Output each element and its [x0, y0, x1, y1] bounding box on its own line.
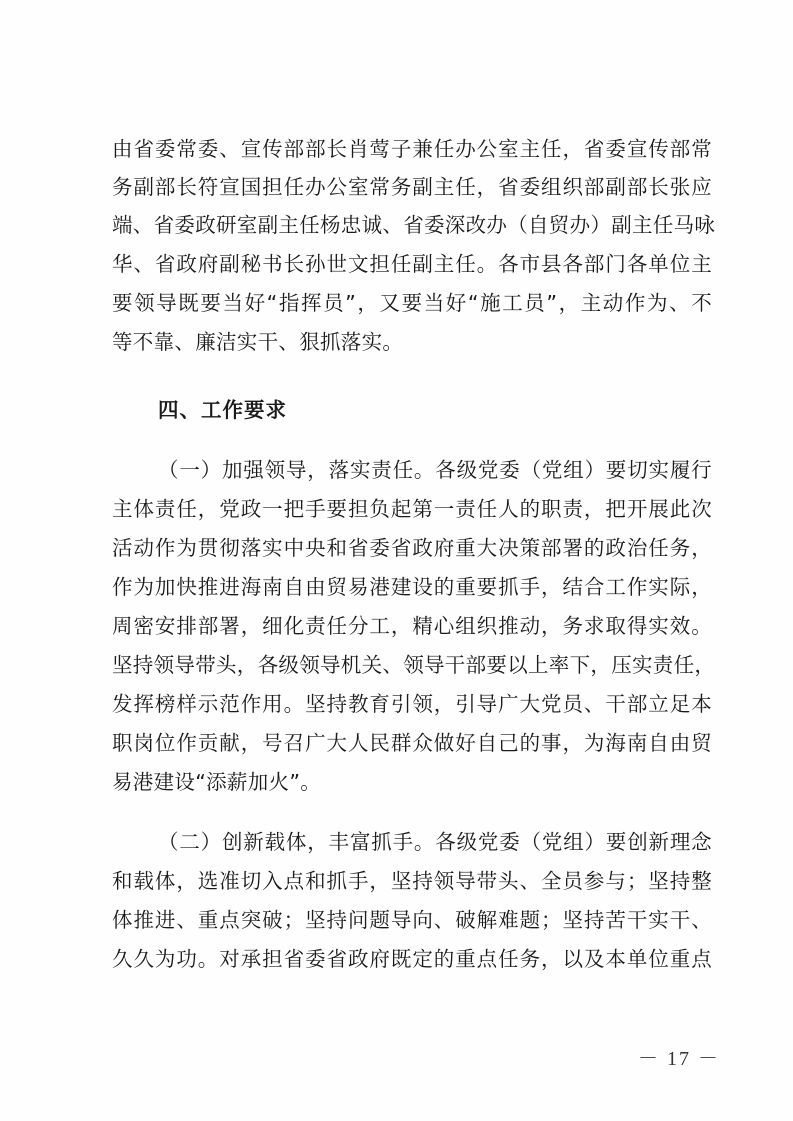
body-text-line: 端、省委政研室副主任杨忠诚、省委深改办（自贸办）副主任马咏 [112, 213, 716, 237]
body-text-line: 华、省政府副秘书长孙世文担任副主任。各市县各部门各单位主 [112, 252, 712, 276]
body-text-line: 和载体，选准切入点和抓手，坚持领导带头、全员参与；坚持整 [112, 869, 712, 893]
body-text-line: 主体责任，党政一把手要担负起第一责任人的职责，把开展此次 [112, 497, 712, 521]
section-heading: 四、工作要求 [158, 398, 287, 422]
body-text-line: 作为加快推进海南自由贸易港建设的重要抓手，结合工作实际， [112, 575, 712, 599]
body-text-line: 体推进、重点突破；坚持问题导向、破解难题；坚持苦干实干、 [112, 908, 712, 932]
page-number: － 17 － [638, 1048, 720, 1070]
body-text-line: 由省委常委、宣传部部长肖莺子兼任办公室主任，省委宣传部常 [112, 137, 712, 161]
body-text-line: 久久为功。对承担省委省政府既定的重点任务，以及本单位重点 [112, 947, 712, 971]
body-text-line: 周密安排部署，细化责任分工，精心组织推动，务求取得实效。 [112, 614, 712, 638]
body-text-line: 职岗位作贡献，号召广大人民群众做好自己的事，为海南自由贸 [112, 731, 712, 755]
body-text-line: 等不靠、廉洁实干、狠抓落实。 [112, 330, 404, 354]
body-text-line: 坚持领导带头，各级领导机关、领导干部要以上率下，压实责任， [112, 653, 716, 677]
body-text-line: 发挥榜样示范作用。坚持教育引领，引导广大党员、干部立足本 [112, 692, 712, 716]
body-text-line: 易港建设“添薪加火”。 [112, 770, 322, 794]
body-text-line: 活动作为贯彻落实中央和省委省政府重大决策部署的政治任务， [112, 536, 712, 560]
subsection-first-line: （一）加强领导，落实责任。各级党委（党组）要切实履行 [158, 458, 712, 482]
body-text-line: 要领导既要当好“指挥员”，又要当好“施工员”，主动作为、不 [112, 291, 712, 315]
subsection-first-line: （二）创新载体，丰富抓手。各级党委（党组）要创新理念 [158, 830, 712, 854]
body-text-line: 务副部长符宣国担任办公室常务副主任，省委组织部副部长张应 [112, 175, 712, 199]
